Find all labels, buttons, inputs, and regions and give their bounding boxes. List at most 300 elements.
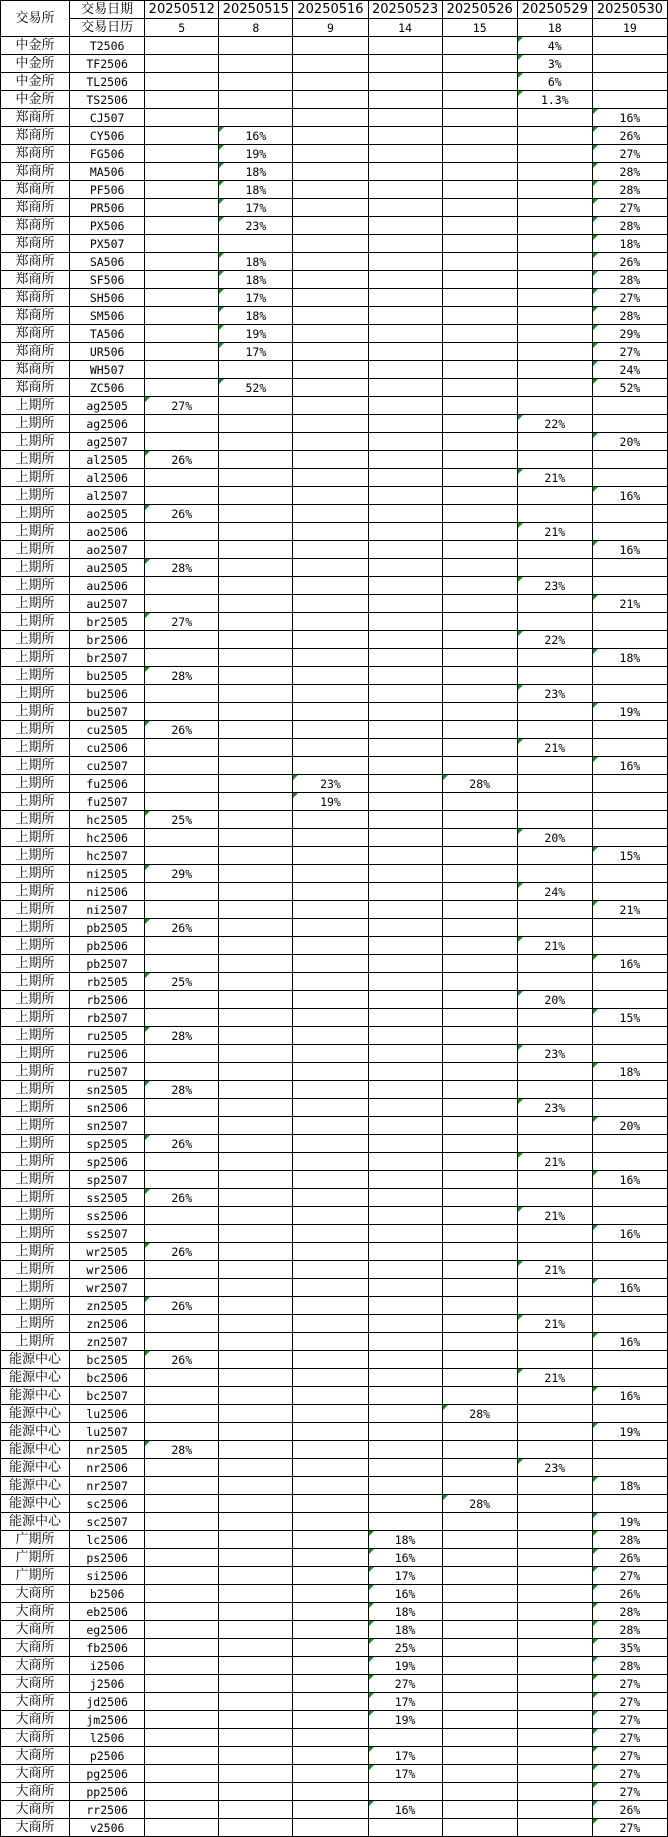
value-cell[interactable] bbox=[368, 145, 442, 163]
value-cell[interactable] bbox=[293, 73, 368, 91]
value-cell[interactable]: 21% bbox=[517, 739, 592, 757]
value-cell[interactable]: 26% bbox=[145, 1135, 219, 1153]
exchange-cell[interactable]: 大商所 bbox=[1, 1693, 70, 1711]
contract-cell[interactable]: CY506 bbox=[70, 127, 145, 145]
value-cell[interactable] bbox=[293, 829, 368, 847]
value-cell[interactable]: 27% bbox=[592, 1693, 667, 1711]
value-cell[interactable] bbox=[368, 235, 442, 253]
value-cell[interactable]: 28% bbox=[592, 1657, 667, 1675]
value-cell[interactable] bbox=[517, 667, 592, 685]
value-cell[interactable] bbox=[368, 307, 442, 325]
value-cell[interactable] bbox=[592, 811, 667, 829]
value-cell[interactable] bbox=[368, 1225, 442, 1243]
value-cell[interactable] bbox=[368, 793, 442, 811]
value-cell[interactable]: 27% bbox=[592, 1819, 667, 1837]
value-cell[interactable] bbox=[368, 271, 442, 289]
value-cell[interactable] bbox=[368, 451, 442, 469]
value-cell[interactable] bbox=[293, 919, 368, 937]
value-cell[interactable]: 20% bbox=[517, 829, 592, 847]
value-cell[interactable]: 16% bbox=[592, 487, 667, 505]
value-cell[interactable] bbox=[293, 217, 368, 235]
value-cell[interactable] bbox=[145, 433, 219, 451]
value-cell[interactable] bbox=[368, 1783, 442, 1801]
value-cell[interactable] bbox=[442, 253, 517, 271]
value-cell[interactable] bbox=[368, 379, 442, 397]
exchange-cell[interactable]: 能源中心 bbox=[1, 1459, 70, 1477]
value-cell[interactable] bbox=[293, 1207, 368, 1225]
value-cell[interactable] bbox=[368, 1387, 442, 1405]
value-cell[interactable] bbox=[293, 865, 368, 883]
contract-cell[interactable]: eb2506 bbox=[70, 1603, 145, 1621]
value-cell[interactable] bbox=[517, 1405, 592, 1423]
value-cell[interactable] bbox=[219, 1747, 293, 1765]
value-cell[interactable] bbox=[517, 271, 592, 289]
value-cell[interactable] bbox=[368, 1477, 442, 1495]
value-cell[interactable]: 23% bbox=[219, 217, 293, 235]
value-cell[interactable] bbox=[219, 1387, 293, 1405]
value-cell[interactable]: 29% bbox=[592, 325, 667, 343]
contract-cell[interactable]: al2505 bbox=[70, 451, 145, 469]
value-cell[interactable]: 27% bbox=[592, 1675, 667, 1693]
value-cell[interactable] bbox=[293, 181, 368, 199]
contract-cell[interactable]: br2507 bbox=[70, 649, 145, 667]
value-cell[interactable] bbox=[219, 1099, 293, 1117]
value-cell[interactable] bbox=[517, 199, 592, 217]
value-cell[interactable]: 18% bbox=[219, 181, 293, 199]
value-cell[interactable] bbox=[592, 451, 667, 469]
value-cell[interactable] bbox=[517, 1225, 592, 1243]
value-cell[interactable] bbox=[219, 1423, 293, 1441]
contract-cell[interactable]: pb2505 bbox=[70, 919, 145, 937]
value-cell[interactable] bbox=[145, 253, 219, 271]
value-cell[interactable] bbox=[442, 1567, 517, 1585]
exchange-cell[interactable]: 上期所 bbox=[1, 613, 70, 631]
value-cell[interactable] bbox=[293, 1225, 368, 1243]
value-cell[interactable] bbox=[442, 343, 517, 361]
exchange-cell[interactable]: 郑商所 bbox=[1, 235, 70, 253]
value-cell[interactable] bbox=[145, 1729, 219, 1747]
value-cell[interactable] bbox=[442, 307, 517, 325]
value-cell[interactable] bbox=[145, 1603, 219, 1621]
value-cell[interactable] bbox=[592, 829, 667, 847]
value-cell[interactable] bbox=[442, 1045, 517, 1063]
exchange-cell[interactable]: 上期所 bbox=[1, 1261, 70, 1279]
contract-cell[interactable]: au2507 bbox=[70, 595, 145, 613]
value-cell[interactable] bbox=[442, 487, 517, 505]
value-cell[interactable] bbox=[517, 397, 592, 415]
value-cell[interactable] bbox=[293, 649, 368, 667]
exchange-cell[interactable]: 上期所 bbox=[1, 1099, 70, 1117]
value-cell[interactable] bbox=[517, 811, 592, 829]
exchange-cell[interactable]: 郑商所 bbox=[1, 253, 70, 271]
value-cell[interactable] bbox=[442, 613, 517, 631]
value-cell[interactable]: 35% bbox=[592, 1639, 667, 1657]
value-cell[interactable] bbox=[219, 685, 293, 703]
value-cell[interactable] bbox=[592, 1495, 667, 1513]
contract-cell[interactable]: lu2507 bbox=[70, 1423, 145, 1441]
value-cell[interactable] bbox=[592, 73, 667, 91]
value-cell[interactable]: 21% bbox=[592, 901, 667, 919]
value-cell[interactable] bbox=[442, 1261, 517, 1279]
value-cell[interactable] bbox=[517, 1333, 592, 1351]
value-cell[interactable] bbox=[368, 289, 442, 307]
value-cell[interactable]: 17% bbox=[368, 1747, 442, 1765]
value-cell[interactable] bbox=[145, 1783, 219, 1801]
contract-cell[interactable]: zn2507 bbox=[70, 1333, 145, 1351]
value-cell[interactable] bbox=[145, 1819, 219, 1837]
value-cell[interactable]: 28% bbox=[442, 775, 517, 793]
value-cell[interactable]: 23% bbox=[517, 577, 592, 595]
contract-cell[interactable]: SM506 bbox=[70, 307, 145, 325]
value-cell[interactable] bbox=[293, 1747, 368, 1765]
value-cell[interactable] bbox=[293, 559, 368, 577]
value-cell[interactable] bbox=[145, 469, 219, 487]
value-cell[interactable] bbox=[592, 1459, 667, 1477]
value-cell[interactable]: 18% bbox=[219, 307, 293, 325]
value-cell[interactable] bbox=[219, 1783, 293, 1801]
value-cell[interactable] bbox=[592, 1207, 667, 1225]
exchange-cell[interactable]: 上期所 bbox=[1, 1117, 70, 1135]
contract-cell[interactable]: pg2506 bbox=[70, 1765, 145, 1783]
value-cell[interactable] bbox=[517, 1621, 592, 1639]
value-cell[interactable] bbox=[592, 613, 667, 631]
value-cell[interactable] bbox=[145, 991, 219, 1009]
value-cell[interactable] bbox=[293, 1819, 368, 1837]
value-cell[interactable]: 26% bbox=[592, 1585, 667, 1603]
value-cell[interactable] bbox=[592, 505, 667, 523]
value-cell[interactable] bbox=[145, 289, 219, 307]
value-cell[interactable] bbox=[145, 937, 219, 955]
value-cell[interactable] bbox=[145, 181, 219, 199]
value-cell[interactable] bbox=[145, 1675, 219, 1693]
value-cell[interactable] bbox=[219, 109, 293, 127]
exchange-cell[interactable]: 郑商所 bbox=[1, 127, 70, 145]
value-cell[interactable] bbox=[145, 163, 219, 181]
value-cell[interactable] bbox=[145, 883, 219, 901]
value-cell[interactable] bbox=[145, 1423, 219, 1441]
date-header[interactable]: 20250529 bbox=[517, 1, 592, 19]
exchange-cell[interactable]: 郑商所 bbox=[1, 217, 70, 235]
value-cell[interactable] bbox=[219, 703, 293, 721]
value-cell[interactable]: 24% bbox=[517, 883, 592, 901]
value-cell[interactable] bbox=[517, 253, 592, 271]
trade-date-label[interactable]: 交易日期 bbox=[70, 1, 145, 19]
value-cell[interactable] bbox=[219, 1117, 293, 1135]
value-cell[interactable] bbox=[219, 1621, 293, 1639]
value-cell[interactable] bbox=[145, 1099, 219, 1117]
value-cell[interactable] bbox=[219, 1135, 293, 1153]
value-cell[interactable] bbox=[145, 1369, 219, 1387]
value-cell[interactable]: 28% bbox=[442, 1495, 517, 1513]
value-cell[interactable]: 27% bbox=[592, 1765, 667, 1783]
value-cell[interactable]: 27% bbox=[592, 1747, 667, 1765]
exchange-cell[interactable]: 中金所 bbox=[1, 37, 70, 55]
value-cell[interactable] bbox=[368, 1045, 442, 1063]
value-cell[interactable] bbox=[293, 991, 368, 1009]
exchange-cell[interactable]: 郑商所 bbox=[1, 289, 70, 307]
value-cell[interactable] bbox=[368, 1153, 442, 1171]
value-cell[interactable] bbox=[517, 1063, 592, 1081]
value-cell[interactable] bbox=[145, 1315, 219, 1333]
contract-cell[interactable]: cu2506 bbox=[70, 739, 145, 757]
value-cell[interactable] bbox=[145, 739, 219, 757]
value-cell[interactable]: 17% bbox=[368, 1693, 442, 1711]
calendar-day[interactable]: 19 bbox=[592, 19, 667, 37]
value-cell[interactable] bbox=[219, 451, 293, 469]
contract-cell[interactable]: al2506 bbox=[70, 469, 145, 487]
value-cell[interactable] bbox=[145, 109, 219, 127]
value-cell[interactable]: 21% bbox=[517, 523, 592, 541]
value-cell[interactable] bbox=[592, 1297, 667, 1315]
value-cell[interactable] bbox=[145, 955, 219, 973]
value-cell[interactable] bbox=[368, 181, 442, 199]
value-cell[interactable] bbox=[145, 793, 219, 811]
value-cell[interactable] bbox=[293, 1729, 368, 1747]
value-cell[interactable] bbox=[517, 1279, 592, 1297]
exchange-cell[interactable]: 郑商所 bbox=[1, 199, 70, 217]
value-cell[interactable] bbox=[442, 469, 517, 487]
value-cell[interactable] bbox=[517, 793, 592, 811]
value-cell[interactable] bbox=[145, 1639, 219, 1657]
value-cell[interactable] bbox=[442, 1207, 517, 1225]
value-cell[interactable] bbox=[293, 1477, 368, 1495]
value-cell[interactable]: 28% bbox=[592, 307, 667, 325]
exchange-cell[interactable]: 上期所 bbox=[1, 883, 70, 901]
value-cell[interactable] bbox=[442, 415, 517, 433]
exchange-cell[interactable]: 中金所 bbox=[1, 73, 70, 91]
value-cell[interactable] bbox=[517, 613, 592, 631]
value-cell[interactable] bbox=[293, 955, 368, 973]
value-cell[interactable]: 22% bbox=[517, 631, 592, 649]
exchange-cell[interactable]: 上期所 bbox=[1, 757, 70, 775]
value-cell[interactable] bbox=[368, 469, 442, 487]
value-cell[interactable]: 4% bbox=[517, 37, 592, 55]
value-cell[interactable] bbox=[145, 1279, 219, 1297]
value-cell[interactable]: 28% bbox=[592, 1621, 667, 1639]
value-cell[interactable] bbox=[592, 991, 667, 1009]
exchange-cell[interactable]: 上期所 bbox=[1, 1027, 70, 1045]
value-cell[interactable] bbox=[442, 325, 517, 343]
value-cell[interactable] bbox=[219, 1027, 293, 1045]
value-cell[interactable]: 20% bbox=[592, 1117, 667, 1135]
value-cell[interactable] bbox=[442, 433, 517, 451]
value-cell[interactable] bbox=[592, 523, 667, 541]
exchange-cell[interactable]: 上期所 bbox=[1, 1207, 70, 1225]
value-cell[interactable] bbox=[442, 1819, 517, 1837]
value-cell[interactable] bbox=[293, 379, 368, 397]
value-cell[interactable] bbox=[219, 1729, 293, 1747]
value-cell[interactable] bbox=[219, 559, 293, 577]
value-cell[interactable] bbox=[442, 1711, 517, 1729]
value-cell[interactable] bbox=[592, 721, 667, 739]
value-cell[interactable]: 18% bbox=[368, 1621, 442, 1639]
value-cell[interactable] bbox=[145, 73, 219, 91]
calendar-day[interactable]: 5 bbox=[145, 19, 219, 37]
exchange-cell[interactable]: 郑商所 bbox=[1, 145, 70, 163]
value-cell[interactable] bbox=[145, 1693, 219, 1711]
value-cell[interactable] bbox=[293, 1279, 368, 1297]
value-cell[interactable]: 26% bbox=[145, 505, 219, 523]
value-cell[interactable] bbox=[442, 1171, 517, 1189]
contract-cell[interactable]: PX507 bbox=[70, 235, 145, 253]
contract-cell[interactable]: ni2507 bbox=[70, 901, 145, 919]
value-cell[interactable] bbox=[442, 595, 517, 613]
value-cell[interactable] bbox=[442, 1225, 517, 1243]
exchange-cell[interactable]: 大商所 bbox=[1, 1711, 70, 1729]
value-cell[interactable] bbox=[293, 361, 368, 379]
contract-cell[interactable]: PF506 bbox=[70, 181, 145, 199]
exchange-cell[interactable]: 能源中心 bbox=[1, 1405, 70, 1423]
value-cell[interactable] bbox=[293, 883, 368, 901]
date-header[interactable]: 20250530 bbox=[592, 1, 667, 19]
value-cell[interactable] bbox=[145, 1765, 219, 1783]
value-cell[interactable] bbox=[442, 127, 517, 145]
value-cell[interactable] bbox=[517, 307, 592, 325]
value-cell[interactable] bbox=[368, 55, 442, 73]
value-cell[interactable] bbox=[293, 1405, 368, 1423]
value-cell[interactable] bbox=[293, 1153, 368, 1171]
contract-cell[interactable]: sc2506 bbox=[70, 1495, 145, 1513]
contract-cell[interactable]: sn2507 bbox=[70, 1117, 145, 1135]
contract-cell[interactable]: si2506 bbox=[70, 1567, 145, 1585]
contract-cell[interactable]: TL2506 bbox=[70, 73, 145, 91]
value-cell[interactable]: 16% bbox=[592, 1387, 667, 1405]
value-cell[interactable]: 20% bbox=[517, 991, 592, 1009]
value-cell[interactable] bbox=[293, 1117, 368, 1135]
value-cell[interactable]: 16% bbox=[592, 955, 667, 973]
value-cell[interactable]: 16% bbox=[368, 1549, 442, 1567]
value-cell[interactable]: 18% bbox=[592, 1477, 667, 1495]
contract-cell[interactable]: l2506 bbox=[70, 1729, 145, 1747]
value-cell[interactable] bbox=[517, 973, 592, 991]
value-cell[interactable] bbox=[145, 1711, 219, 1729]
value-cell[interactable] bbox=[592, 973, 667, 991]
contract-cell[interactable]: FG506 bbox=[70, 145, 145, 163]
contract-cell[interactable]: nr2505 bbox=[70, 1441, 145, 1459]
calendar-day[interactable]: 18 bbox=[517, 19, 592, 37]
value-cell[interactable] bbox=[293, 1675, 368, 1693]
value-cell[interactable] bbox=[442, 1189, 517, 1207]
value-cell[interactable] bbox=[442, 847, 517, 865]
value-cell[interactable] bbox=[293, 1711, 368, 1729]
exchange-cell[interactable]: 中金所 bbox=[1, 91, 70, 109]
value-cell[interactable] bbox=[219, 865, 293, 883]
value-cell[interactable] bbox=[368, 703, 442, 721]
value-cell[interactable]: 26% bbox=[145, 451, 219, 469]
value-cell[interactable] bbox=[517, 325, 592, 343]
contract-cell[interactable]: i2506 bbox=[70, 1657, 145, 1675]
value-cell[interactable] bbox=[368, 523, 442, 541]
value-cell[interactable]: 16% bbox=[219, 127, 293, 145]
value-cell[interactable]: 16% bbox=[592, 1225, 667, 1243]
contract-cell[interactable]: v2506 bbox=[70, 1819, 145, 1837]
value-cell[interactable] bbox=[592, 37, 667, 55]
value-cell[interactable] bbox=[592, 883, 667, 901]
value-cell[interactable] bbox=[517, 1189, 592, 1207]
value-cell[interactable] bbox=[517, 217, 592, 235]
value-cell[interactable] bbox=[293, 253, 368, 271]
exchange-cell[interactable]: 大商所 bbox=[1, 1675, 70, 1693]
value-cell[interactable] bbox=[219, 1657, 293, 1675]
value-cell[interactable] bbox=[592, 775, 667, 793]
contract-cell[interactable]: jd2506 bbox=[70, 1693, 145, 1711]
value-cell[interactable] bbox=[219, 613, 293, 631]
value-cell[interactable] bbox=[145, 325, 219, 343]
value-cell[interactable]: 19% bbox=[592, 1423, 667, 1441]
contract-cell[interactable]: ps2506 bbox=[70, 1549, 145, 1567]
value-cell[interactable]: 21% bbox=[517, 1369, 592, 1387]
value-cell[interactable] bbox=[517, 1495, 592, 1513]
value-cell[interactable]: 19% bbox=[219, 325, 293, 343]
value-cell[interactable] bbox=[442, 649, 517, 667]
value-cell[interactable]: 16% bbox=[592, 1333, 667, 1351]
value-cell[interactable] bbox=[293, 199, 368, 217]
value-cell[interactable] bbox=[592, 1135, 667, 1153]
value-cell[interactable] bbox=[592, 1099, 667, 1117]
exchange-cell[interactable]: 上期所 bbox=[1, 991, 70, 1009]
value-cell[interactable] bbox=[293, 631, 368, 649]
value-cell[interactable] bbox=[293, 1351, 368, 1369]
value-cell[interactable] bbox=[442, 1387, 517, 1405]
exchange-cell[interactable]: 郑商所 bbox=[1, 163, 70, 181]
value-cell[interactable] bbox=[368, 163, 442, 181]
value-cell[interactable]: 26% bbox=[145, 1243, 219, 1261]
value-cell[interactable] bbox=[293, 1045, 368, 1063]
value-cell[interactable] bbox=[442, 631, 517, 649]
value-cell[interactable] bbox=[293, 235, 368, 253]
value-cell[interactable] bbox=[368, 1297, 442, 1315]
value-cell[interactable] bbox=[293, 1027, 368, 1045]
value-cell[interactable] bbox=[517, 1801, 592, 1819]
value-cell[interactable] bbox=[442, 55, 517, 73]
value-cell[interactable]: 28% bbox=[592, 1531, 667, 1549]
value-cell[interactable] bbox=[368, 415, 442, 433]
exchange-cell[interactable]: 能源中心 bbox=[1, 1387, 70, 1405]
value-cell[interactable] bbox=[293, 739, 368, 757]
value-cell[interactable] bbox=[517, 1675, 592, 1693]
value-cell[interactable] bbox=[442, 1783, 517, 1801]
value-cell[interactable] bbox=[442, 793, 517, 811]
value-cell[interactable] bbox=[293, 343, 368, 361]
exchange-cell[interactable]: 上期所 bbox=[1, 919, 70, 937]
value-cell[interactable] bbox=[442, 703, 517, 721]
calendar-day[interactable]: 14 bbox=[368, 19, 442, 37]
contract-cell[interactable]: rb2505 bbox=[70, 973, 145, 991]
contract-cell[interactable]: j2506 bbox=[70, 1675, 145, 1693]
value-cell[interactable] bbox=[368, 127, 442, 145]
value-cell[interactable]: 16% bbox=[592, 109, 667, 127]
calendar-day[interactable]: 8 bbox=[219, 19, 293, 37]
value-cell[interactable]: 27% bbox=[592, 1783, 667, 1801]
value-cell[interactable] bbox=[442, 1477, 517, 1495]
value-cell[interactable] bbox=[219, 1261, 293, 1279]
contract-cell[interactable]: UR506 bbox=[70, 343, 145, 361]
value-cell[interactable] bbox=[293, 451, 368, 469]
contract-cell[interactable]: rr2506 bbox=[70, 1801, 145, 1819]
value-cell[interactable] bbox=[517, 1747, 592, 1765]
value-cell[interactable] bbox=[145, 1459, 219, 1477]
value-cell[interactable] bbox=[517, 163, 592, 181]
value-cell[interactable] bbox=[145, 1531, 219, 1549]
value-cell[interactable] bbox=[368, 1513, 442, 1531]
value-cell[interactable] bbox=[145, 145, 219, 163]
value-cell[interactable] bbox=[442, 217, 517, 235]
value-cell[interactable] bbox=[442, 1009, 517, 1027]
contract-cell[interactable]: bu2505 bbox=[70, 667, 145, 685]
date-header[interactable]: 20250515 bbox=[219, 1, 293, 19]
exchange-column-header[interactable]: 交易所 bbox=[1, 1, 70, 37]
value-cell[interactable] bbox=[219, 793, 293, 811]
